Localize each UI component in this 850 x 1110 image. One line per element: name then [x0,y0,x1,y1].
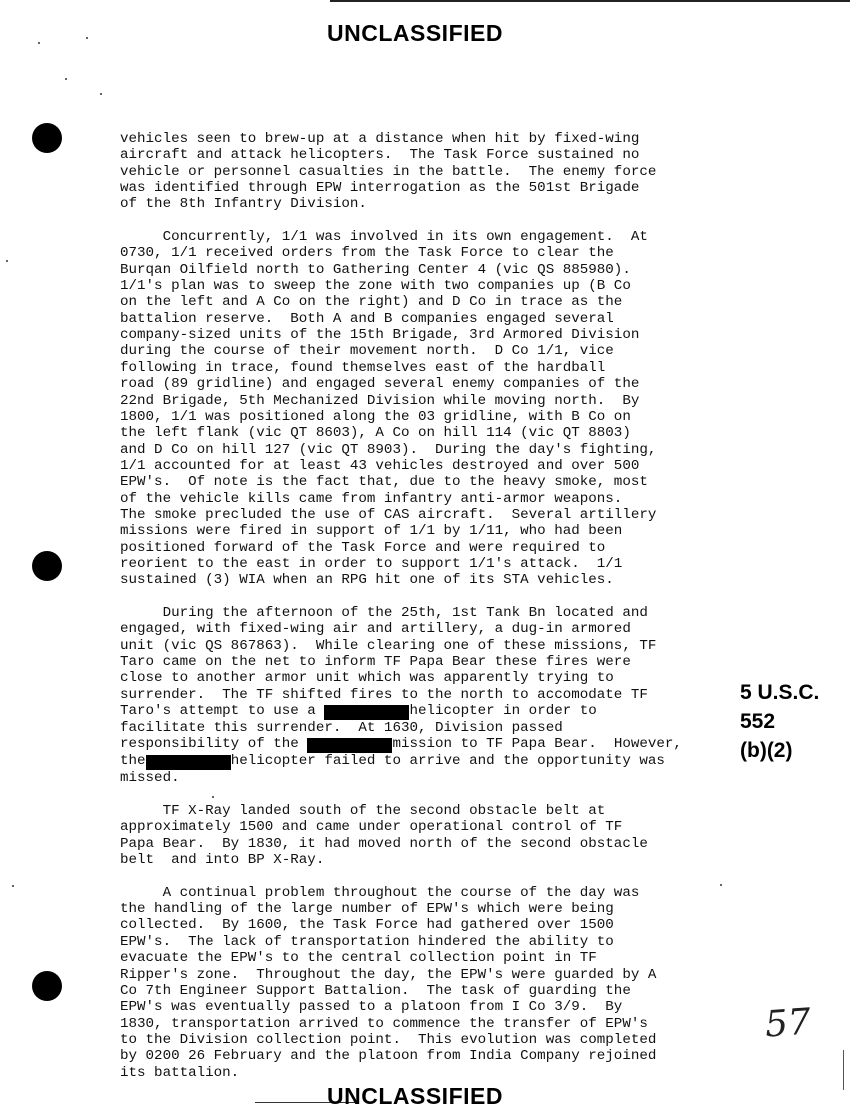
text-line [120,687,648,703]
text-line [120,885,639,901]
text-line [120,720,563,736]
text-line [120,621,631,637]
text-segment: the handling of the large number of EPW's which were being [120,901,614,918]
text-segment: EPW's. Of note is the fact that, due to the heavy smoke, most [120,474,648,491]
text-line [120,131,639,147]
text-line [120,180,639,196]
text-line [120,360,605,376]
text-line [120,638,656,654]
scan-speck [12,885,14,887]
text-segment: During the afternoon of the 25th, 1st Tank Bn located and [120,604,648,621]
text-segment: Taro's attempt to use a [120,703,325,720]
text-segment: facilitate this surrender. At 1630, Division passed [120,720,563,737]
text-segment: following in trace, found themselves east of the hardball [120,359,606,376]
text-segment: by 0200 26 February and the platoon from India Company rejoined [120,1048,657,1065]
text-segment: positioned forward of the Task Force and were required to [120,539,606,556]
scan-speck [6,260,8,262]
classification-header: UNCLASSIFIED [327,20,503,46]
text-line [120,393,639,409]
text-line [120,917,614,933]
text-line [120,770,180,786]
text-line [120,491,622,507]
text-segment: mission to TF Papa Bear. However, [392,736,682,753]
text-segment: helicopter failed to arrive and the opportunity was [230,753,665,770]
redaction-block [146,755,231,770]
text-segment: Papa Bear. By 1830, it had moved north of the second obstacle [120,835,648,852]
text-segment: and D Co on hill 127 (vic QT 8903). During the day's fighting, [120,441,657,458]
text-segment: was identified through EPW interrogation as the 501st Brigade [120,180,640,197]
text-segment: of the 8th Infantry Division. [120,196,367,213]
text-segment: engaged, with fixed-wing air and artillery, a dug-in armored [120,621,631,638]
text-segment: the [120,753,146,770]
text-line [120,556,622,572]
exemption-line-statute: 5 U.S.C. [740,681,820,704]
text-line [120,967,656,983]
text-segment: of the vehicle kills came from infantry anti-armor weapons. [120,490,623,507]
exemption-line-section: 552 [740,710,776,733]
text-line [120,819,622,835]
text-segment: Taro came on the net to inform TF Papa Bear these fires were [120,654,631,670]
text-line [120,311,614,327]
text-segment: its battalion. [120,1064,240,1081]
paragraph [120,803,760,868]
text-line [120,1032,656,1048]
margin-line [843,1050,844,1090]
text-segment: surrender. The TF shifted fires to the north to accomodate TF [120,686,648,703]
text-line [120,703,597,719]
text-segment: Concurrently, 1/1 was involved in its own engagement. At [120,229,648,246]
text-line [120,474,648,490]
text-line [120,836,648,852]
page-number: 57 [763,1001,813,1046]
scan-speck [100,93,102,95]
text-line [120,294,622,310]
text-segment: helicopter in order to [409,703,597,720]
text-segment: 1800, 1/1 was positioned along the 03 gridline, with B Co on [120,408,631,425]
text-line [120,999,622,1015]
text-segment: 1/1's plan was to sweep the zone with two companies up (B Co [120,278,631,295]
text-line [120,376,639,392]
text-segment: to the Division collection point. This evolution was completed [120,1031,657,1048]
top-rule [330,0,850,2]
text-segment: EPW's. The lack of transportation hindered the ability to [120,933,614,950]
text-segment: company-sized units of the 15th Brigade, 3rd Armored Division [120,327,640,344]
exemption-line-subsection: (b)(2) [740,739,793,762]
text-segment: 22nd Brigade, 5th Mechanized Division while moving north. By [120,392,640,409]
text-line [120,278,631,294]
redaction-block [307,738,392,753]
text-segment: missed. [120,770,180,787]
text-segment: road (89 gridline) and engaged several enemy companies of the [120,376,640,393]
paragraph [120,605,760,787]
text-segment: approximately 1500 and came under operational control of TF [120,819,623,836]
text-segment: during the course of their movement north. D Co 1/1, vice [120,343,614,360]
text-segment: A continual problem throughout the course of the day was [120,884,640,901]
scan-speck [86,37,88,39]
text-segment: collected. By 1600, the Task Force had gathered over 1500 [120,917,614,934]
paragraph [120,131,760,213]
text-line [120,164,656,180]
scan-speck [65,78,67,80]
text-segment: vehicle or personnel casualties in the battle. The enemy force [120,163,657,180]
text-line [120,523,622,539]
text-segment: 1830, transportation arrived to commence the transfer of EPW's [120,1015,648,1032]
text-line [120,507,656,523]
text-segment: TF X-Ray landed south of the second obstacle belt at [120,803,606,820]
text-line [120,736,682,752]
text-line [120,572,614,588]
text-segment: missions were fired in support of 1/1 by 1/11, who had been [120,523,623,540]
text-line [120,753,665,769]
text-line [120,327,639,343]
text-line [120,343,614,359]
text-line [120,229,648,245]
text-line [120,605,648,621]
text-segment: responsibility of the [120,736,308,753]
text-line [120,245,614,261]
text-segment: belt and into BP X-Ray. [120,852,325,869]
text-segment: the left flank (vic QT 8603), A Co on hill 114 (vic QT 8803) [120,425,631,442]
document-body [120,131,760,1097]
text-segment: on the left and A Co on the right) and D Co in trace as the [120,294,623,311]
text-line [120,409,631,425]
redaction-block [324,705,409,720]
text-line [120,934,614,950]
text-line [120,442,656,458]
text-line [120,950,597,966]
foia-exemption-marking [740,678,819,765]
text-line [120,540,605,556]
paragraph [120,885,760,1081]
text-segment: close to another armor unit which was apparently trying to [120,670,614,687]
text-line [120,901,614,917]
text-line [120,262,631,278]
classification-footer: UNCLASSIFIED [327,1083,503,1109]
text-segment: 1/1 accounted for at least 43 vehicles destroyed and over 500 [120,457,640,474]
text-line [120,654,631,670]
text-segment: Co 7th Engineer Support Battalion. The task of guarding the [120,982,631,999]
text-segment: vehicles seen to brew-up at a distance when hit by fixed-wing [120,131,640,147]
text-segment: 0730, 1/1 received orders from the Task Force to clear the [120,245,614,262]
text-line [120,196,367,212]
text-line [120,852,324,868]
text-segment: sustained (3) WIA when an RPG hit one of its STA vehicles. [120,572,614,589]
text-segment: EPW's was eventually passed to a platoon from I Co 3/9. By [120,999,623,1016]
text-line [120,803,605,819]
text-line [120,983,631,999]
text-segment: unit (vic QS 867863). While clearing one of these missions, TF [120,637,657,654]
text-line [120,1048,656,1064]
text-segment: battalion reserve. Both A and B companies engaged several [120,310,614,327]
paragraph [120,229,760,589]
text-line [120,670,614,686]
text-line [120,1065,239,1081]
text-segment: Ripper's zone. Throughout the day, the EPW's were guarded by A [120,966,657,983]
text-segment: aircraft and attack helicopters. The Task Force sustained no [120,147,640,164]
text-segment: evacuate the EPW's to the central collection point in TF [120,950,597,967]
text-segment: reorient to the east in order to support 1/1's attack. 1/1 [120,555,623,572]
text-line [120,1016,648,1032]
text-segment: Burqan Oilfield north to Gathering Center 4 (vic QS 885980). [120,261,631,278]
scan-speck [38,42,40,44]
text-line [120,458,639,474]
punch-hole-top [32,123,62,153]
punch-hole-middle [32,551,62,581]
text-line [120,425,631,441]
punch-hole-bottom [32,971,62,1001]
text-segment: The smoke precluded the use of CAS aircraft. Several artillery [120,506,657,523]
text-line [120,147,639,163]
